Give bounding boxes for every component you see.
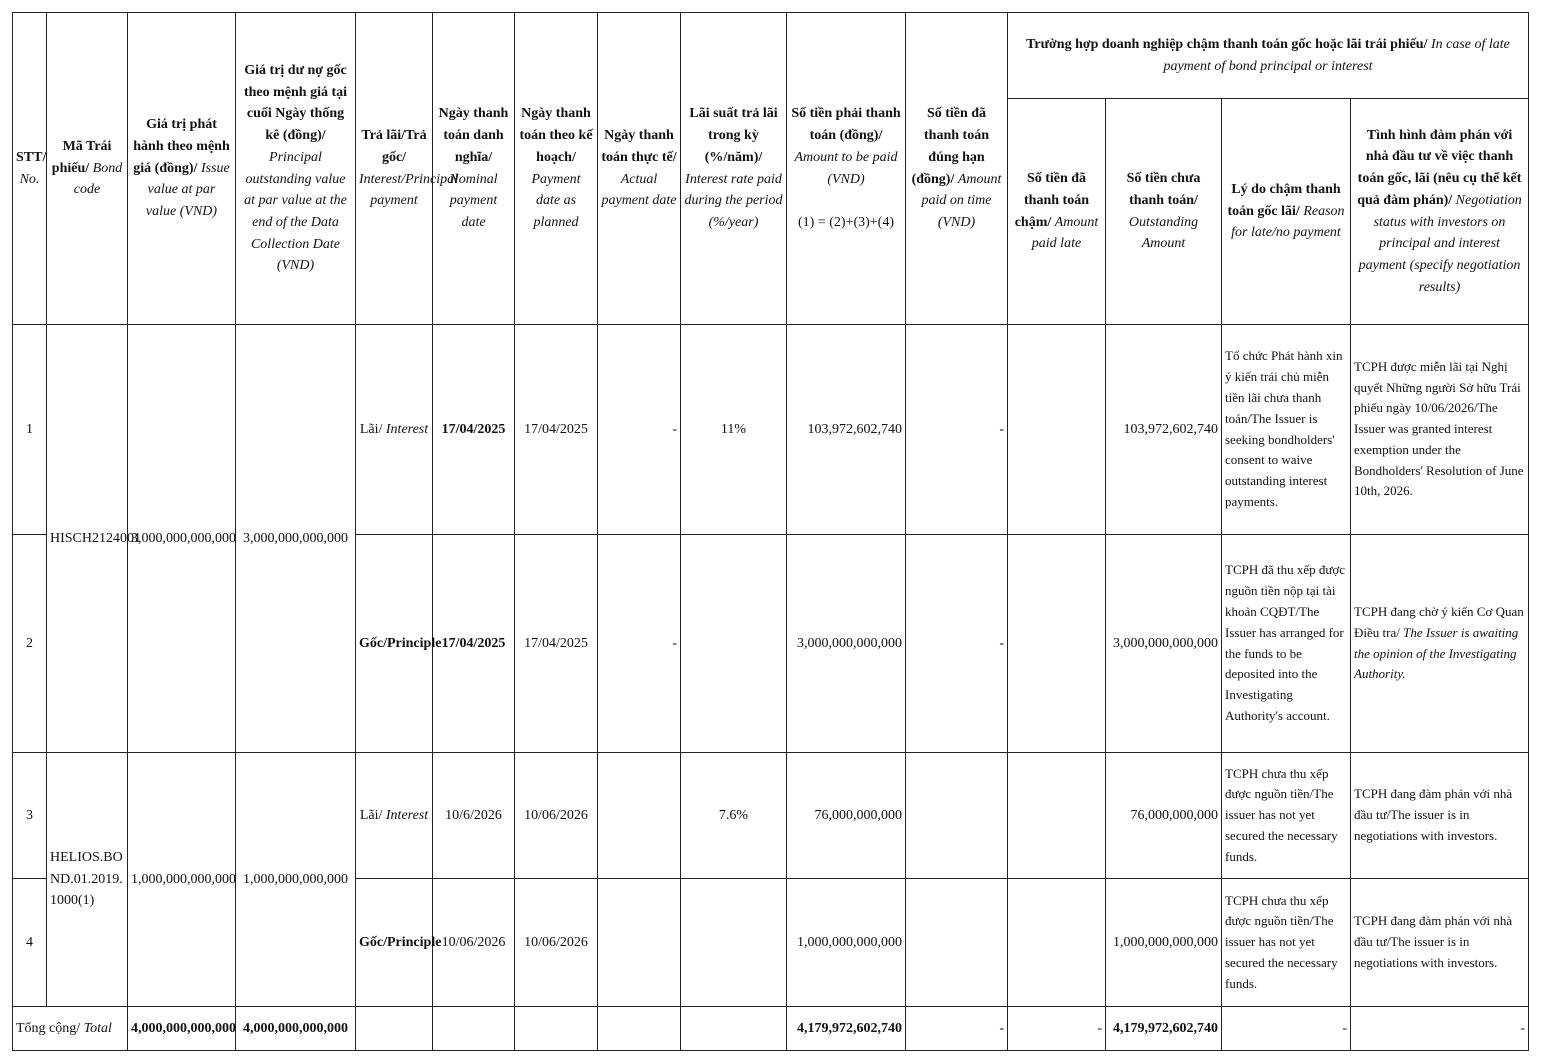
issue-value: 1,000,000,000,000 bbox=[128, 753, 236, 1007]
header-amount-due: Số tiền phải thanh toán (đồng)/ Amount to be paid (VND) (1) = (2)+(3)+(4) bbox=[787, 13, 906, 325]
header-issue-value: Giá trị phát hành theo mệnh giá (đồng)/ Issue value at par value (VND) bbox=[128, 13, 236, 325]
table-row bbox=[13, 325, 1529, 535]
header-bond-code: Mã Trái phiếu/ Bond code bbox=[47, 13, 128, 325]
row-no: 3 bbox=[13, 753, 47, 879]
amount-due: 1,000,000,000,000 bbox=[787, 879, 906, 1007]
paid-late bbox=[1008, 535, 1106, 753]
bond-code: HELIOS.BOND.01.2019.1000(1) bbox=[47, 753, 128, 1007]
header-payment-type: Trả lãi/Trả gốc/ Interest/Principal payment bbox=[356, 13, 433, 325]
late-reason: Tổ chức Phát hành xin ý kiến trái chủ miễn tiền lãi chưa thanh toán/The Issuer is seeking bondholders' consent to waive outstanding interest payments. bbox=[1222, 325, 1351, 535]
actual-date: - bbox=[598, 325, 681, 535]
payment-type: Gốc/Principle bbox=[356, 879, 433, 1007]
outstanding-amount: 3,000,000,000,000 bbox=[1106, 535, 1222, 753]
total-label: Tổng cộng/ Total bbox=[13, 1007, 128, 1051]
bond-payment-table bbox=[12, 12, 1529, 1051]
issue-value: 3,000,000,000,000 bbox=[128, 325, 236, 753]
bond-code: HISCH2124001 bbox=[47, 325, 128, 753]
interest-rate: 7.6% bbox=[681, 753, 787, 879]
bond-payment-report bbox=[12, 12, 1528, 1050]
principal-outstanding: 3,000,000,000,000 bbox=[236, 325, 356, 753]
paid-late bbox=[1008, 753, 1106, 879]
amount-due: 76,000,000,000 bbox=[787, 753, 906, 879]
total-reason: - bbox=[1222, 1007, 1351, 1051]
total-negotiation: - bbox=[1351, 1007, 1529, 1051]
nominal-date: 17/04/2025 bbox=[433, 325, 515, 535]
total-empty-cell bbox=[681, 1007, 787, 1051]
negotiation-status: TCPH đang đàm phán với nhà đầu tư/The issuer is in negotiations with investors. bbox=[1351, 879, 1529, 1007]
total-principal-outstanding: 4,000,000,000,000 bbox=[236, 1007, 356, 1051]
paid-on-time: - bbox=[906, 325, 1008, 535]
total-empty-cell bbox=[433, 1007, 515, 1051]
header-outstanding: Số tiền chưa thanh toán/ Outstanding Amount bbox=[1106, 99, 1222, 325]
actual-date bbox=[598, 753, 681, 879]
principal-outstanding: 1,000,000,000,000 bbox=[236, 753, 356, 1007]
header-paid-on-time: Số tiền đã thanh toán đúng hạn (đồng)/ Amount paid on time (VND) bbox=[906, 13, 1008, 325]
header-rate: Lãi suất trả lãi trong kỳ (%/năm)/ Interest rate paid during the period (%/year) bbox=[681, 13, 787, 325]
paid-on-time: - bbox=[906, 535, 1008, 753]
late-reason: TCPH chưa thu xếp được nguồn tiền/The issuer has not yet secured the necessary funds. bbox=[1222, 879, 1351, 1007]
late-reason: TCPH chưa thu xếp được nguồn tiền/The issuer has not yet secured the necessary funds. bbox=[1222, 753, 1351, 879]
header-reason: Lý do chậm thanh toán gốc lãi/ Reason for late/no payment bbox=[1222, 99, 1351, 325]
interest-rate bbox=[681, 535, 787, 753]
nominal-date: 17/04/2025 bbox=[433, 535, 515, 753]
outstanding-amount: 1,000,000,000,000 bbox=[1106, 879, 1222, 1007]
header-nominal-date: Ngày thanh toán danh nghĩa/ Nominal payment date bbox=[433, 13, 515, 325]
paid-late bbox=[1008, 879, 1106, 1007]
header-paid-late: Số tiền đã thanh toán chậm/ Amount paid late bbox=[1008, 99, 1106, 325]
paid-on-time bbox=[906, 753, 1008, 879]
total-paid-on-time: - bbox=[906, 1007, 1008, 1051]
total-empty-cell bbox=[356, 1007, 433, 1051]
total-outstanding: 4,179,972,602,740 bbox=[1106, 1007, 1222, 1051]
planned-date: 10/06/2026 bbox=[515, 753, 598, 879]
negotiation-status: TCPH đang chờ ý kiến Cơ Quan Điều tra/ The Issuer is awaiting the opinion of the Investigating Authority. bbox=[1351, 535, 1529, 753]
actual-date bbox=[598, 879, 681, 1007]
interest-rate bbox=[681, 879, 787, 1007]
nominal-date: 10/06/2026 bbox=[433, 879, 515, 1007]
paid-late bbox=[1008, 325, 1106, 535]
header-planned-date: Ngày thanh toán theo kế hoạch/ Payment date as planned bbox=[515, 13, 598, 325]
paid-on-time bbox=[906, 879, 1008, 1007]
header-late-payment-group: Trường hợp doanh nghiệp chậm thanh toán gốc hoặc lãi trái phiếu/ In case of late payment of bond principal or interest bbox=[1008, 13, 1529, 99]
planned-date: 17/04/2025 bbox=[515, 535, 598, 753]
outstanding-amount: 103,972,602,740 bbox=[1106, 325, 1222, 535]
actual-date: - bbox=[598, 535, 681, 753]
payment-type: Gốc/Principle bbox=[356, 535, 433, 753]
amount-due: 3,000,000,000,000 bbox=[787, 535, 906, 753]
nominal-date: 10/6/2026 bbox=[433, 753, 515, 879]
row-no: 4 bbox=[13, 879, 47, 1007]
table-row bbox=[13, 753, 1529, 879]
total-amount-due: 4,179,972,602,740 bbox=[787, 1007, 906, 1051]
negotiation-status: TCPH được miễn lãi tại Nghị quyết Những người Sở hữu Trái phiếu ngày 10/06/2026/The Issuer was granted interest exemption under the Bondholders' Resolution of June 10th, 2026. bbox=[1351, 325, 1529, 535]
row-no: 1 bbox=[13, 325, 47, 535]
total-empty-cell bbox=[598, 1007, 681, 1051]
header-actual-date: Ngày thanh toán thực tế/ Actual payment date bbox=[598, 13, 681, 325]
payment-type: Lãi/ Interest bbox=[356, 325, 433, 535]
late-reason: TCPH đã thu xếp được nguồn tiền nộp tại tài khoản CQĐT/The Issuer has arranged for the funds to be deposited into the Investigating Authority's account. bbox=[1222, 535, 1351, 753]
amount-formula: (1) = (2)+(3)+(4) bbox=[798, 214, 894, 230]
amount-due: 103,972,602,740 bbox=[787, 325, 906, 535]
header-negotiation: Tình hình đàm phán với nhà đầu tư về việc thanh toán gốc, lãi (nêu cụ thể kết quả đàm phán)/ Negotiation status with investors on principal and interest payment (specify negotiation results) bbox=[1351, 99, 1529, 325]
planned-date: 10/06/2026 bbox=[515, 879, 598, 1007]
planned-date: 17/04/2025 bbox=[515, 325, 598, 535]
interest-rate: 11% bbox=[681, 325, 787, 535]
payment-type: Lãi/ Interest bbox=[356, 753, 433, 879]
header-no: STT/ No. bbox=[13, 13, 47, 325]
total-row bbox=[13, 1007, 1529, 1051]
row-no: 2 bbox=[13, 535, 47, 753]
total-empty-cell bbox=[515, 1007, 598, 1051]
outstanding-amount: 76,000,000,000 bbox=[1106, 753, 1222, 879]
header-principal-outstanding: Giá trị dư nợ gốc theo mệnh giá tại cuối Ngày thống kê (đồng)/ Principal outstanding value at par value at the end of the Data Collection Date (VND) bbox=[236, 13, 356, 325]
negotiation-status: TCPH đang đàm phán với nhà đầu tư/The issuer is in negotiations with investors. bbox=[1351, 753, 1529, 879]
total-paid-late: - bbox=[1008, 1007, 1106, 1051]
total-issue-value: 4,000,000,000,000 bbox=[128, 1007, 236, 1051]
